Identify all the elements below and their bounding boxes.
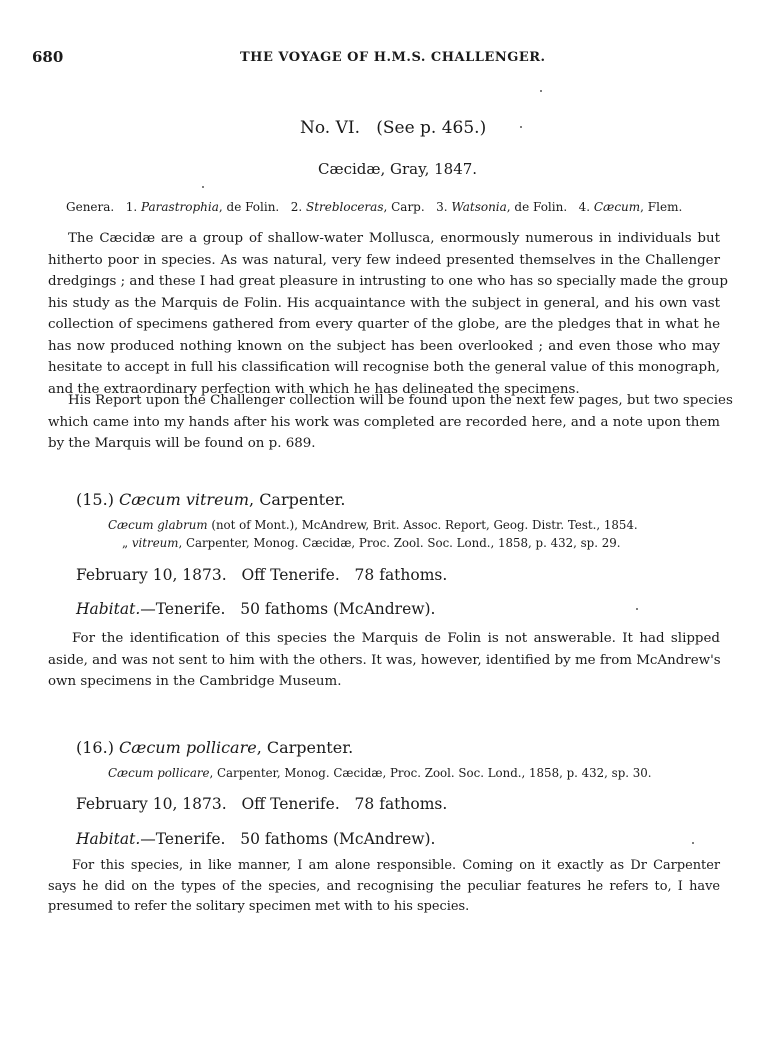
scan-speck [202,186,204,188]
intro-p1-line: dredgings ; and these I had great pleasure in intrusting to one who has so specially made the group [48,274,728,289]
intro-p1-line: The Cæcidæ are a group of shallow-water Mollusca, enormously numerous in individuals but [68,231,720,246]
species-15-syn2-ditto: „ [122,536,129,550]
species-16-syn1-name: Cæcum pollicare [108,766,210,780]
genus-3-author: , de Folin. [506,200,568,214]
species-15-note-line: own specimens in the Cambridge Museum. [48,674,342,689]
species-15-note-line: aside, and was not sent to him with the others. It was, however, identified by me from McAndrew's [48,652,721,668]
species-16-habitat-text: —Tenerife. 50 fathoms (McAndrew). [140,830,436,848]
species-15-syn1-ref: (not of Mont.), McAndrew, Brit. Assoc. Report, Geog. Distr. Test., 1854. [207,518,638,532]
species-16-note-line: says he did on the types of the species, and recognising the peculiar features he refers to, I have [48,878,720,894]
species-16-locality: February 10, 1873. Off Tenerife. 78 fathoms. [76,795,448,813]
genus-2-author: , Carp. [383,200,425,214]
species-15-note-line: For the identification of this species the Marquis de Folin is not answerable. It had slipped [72,631,720,646]
species-15-syn1-name: Cæcum glabrum [108,518,208,532]
scan-speck [636,608,638,610]
species-16-synonym-1 [108,766,652,780]
genus-1-name: Parastrophia [140,200,219,214]
species-16-heading [76,738,353,757]
species-16-author: , Carpenter. [256,738,354,757]
species-16-note [48,856,720,918]
scan-speck [520,126,522,128]
intro-p2-line: by the Marquis will be found on p. 689. [48,436,316,451]
species-16-syn1-ref: , Carpenter, Monog. Cæcidæ, Proc. Zool. Soc. Lond., 1858, p. 432, sp. 30. [209,766,652,780]
intro-paragraph-1 [48,228,728,400]
genus-4-name: Cæcum [593,200,641,214]
species-15-habitat-text: —Tenerife. 50 fathoms (McAndrew). [140,600,436,618]
page-number: 680 [32,48,64,66]
intro-paragraph-2 [48,390,733,455]
genus-3-num: 3. [436,200,448,214]
genera-list [66,200,682,214]
species-16-habitat [76,830,436,848]
species-16-habitat-label: Habitat. [76,830,141,848]
intro-p1-line: his study as the Marquis de Folin. His acquaintance with the subject in general, and his own vast [48,295,720,311]
species-15-author: , Carpenter. [249,490,346,509]
intro-p2-line: which came into my hands after his work was completed are recorded here, and a note upon them [48,414,720,430]
intro-p2-line: His Report upon the Challenger collection will be found upon the next few pages, but two species [68,393,733,408]
species-15-synonym-2 [122,536,620,550]
species-15-heading [76,490,346,509]
species-15-syn2-name: vitreum [131,536,179,550]
scan-speck [540,90,542,92]
genus-1-num: 1. [125,200,138,214]
genus-2-name: Strebloceras [305,200,384,214]
intro-p1-line: hitherto poor in species. As was natural, very few indeed presented themselves in the Challenger [48,252,720,268]
species-16-note-line: presumed to refer the solitary specimen met with to his species. [48,899,470,914]
species-16-name: Cæcum pollicare [119,738,257,757]
species-15-note [48,628,720,693]
species-15-name: Cæcum vitreum [119,490,250,509]
species-15-syn2-ref: , Carpenter, Monog. Cæcidæ, Proc. Zool. Soc. Lond., 1858, p. 432, sp. 29. [178,536,621,550]
species-15-locality: February 10, 1873. Off Tenerife. 78 fathoms. [76,566,448,584]
intro-p1-line: hesitate to accept in full his classification will recognise both the general value of this monograph, [48,360,720,375]
family-heading: Cæcidæ, Gray, 1847. [318,160,478,178]
species-15-number: (15.) [76,490,114,509]
genus-4-author: , Flem. [640,200,683,214]
genus-4-num: 4. [578,200,591,214]
running-title: THE VOYAGE OF H.M.S. CHALLENGER. [240,50,546,65]
genus-1-author: , de Folin. [218,200,280,214]
genus-2-num: 2. [290,200,303,214]
species-16-number: (16.) [76,738,114,757]
species-16-note-line: For this species, in like manner, I am alone responsible. Coming on it exactly as Dr Carpenter [72,858,720,873]
intro-p1-line: and the extraordinary perfection with which he has delineated the specimens. [48,381,580,397]
species-15-habitat [76,600,436,618]
intro-p1-line: has now produced nothing known on the subject has been overlooked ; and even those who may [48,338,720,354]
genus-3-name: Watsonia [451,200,507,214]
species-15-habitat-label: Habitat. [76,600,141,618]
genera-prefix: Genera. [66,200,115,214]
intro-p1-line: collection of specimens gathered from every quarter of the globe, are the pledges that in what he [48,317,720,332]
species-15-synonym-1 [108,518,638,532]
scan-speck [692,842,694,844]
section-title: No. VI. (See p. 465.) [300,118,487,138]
